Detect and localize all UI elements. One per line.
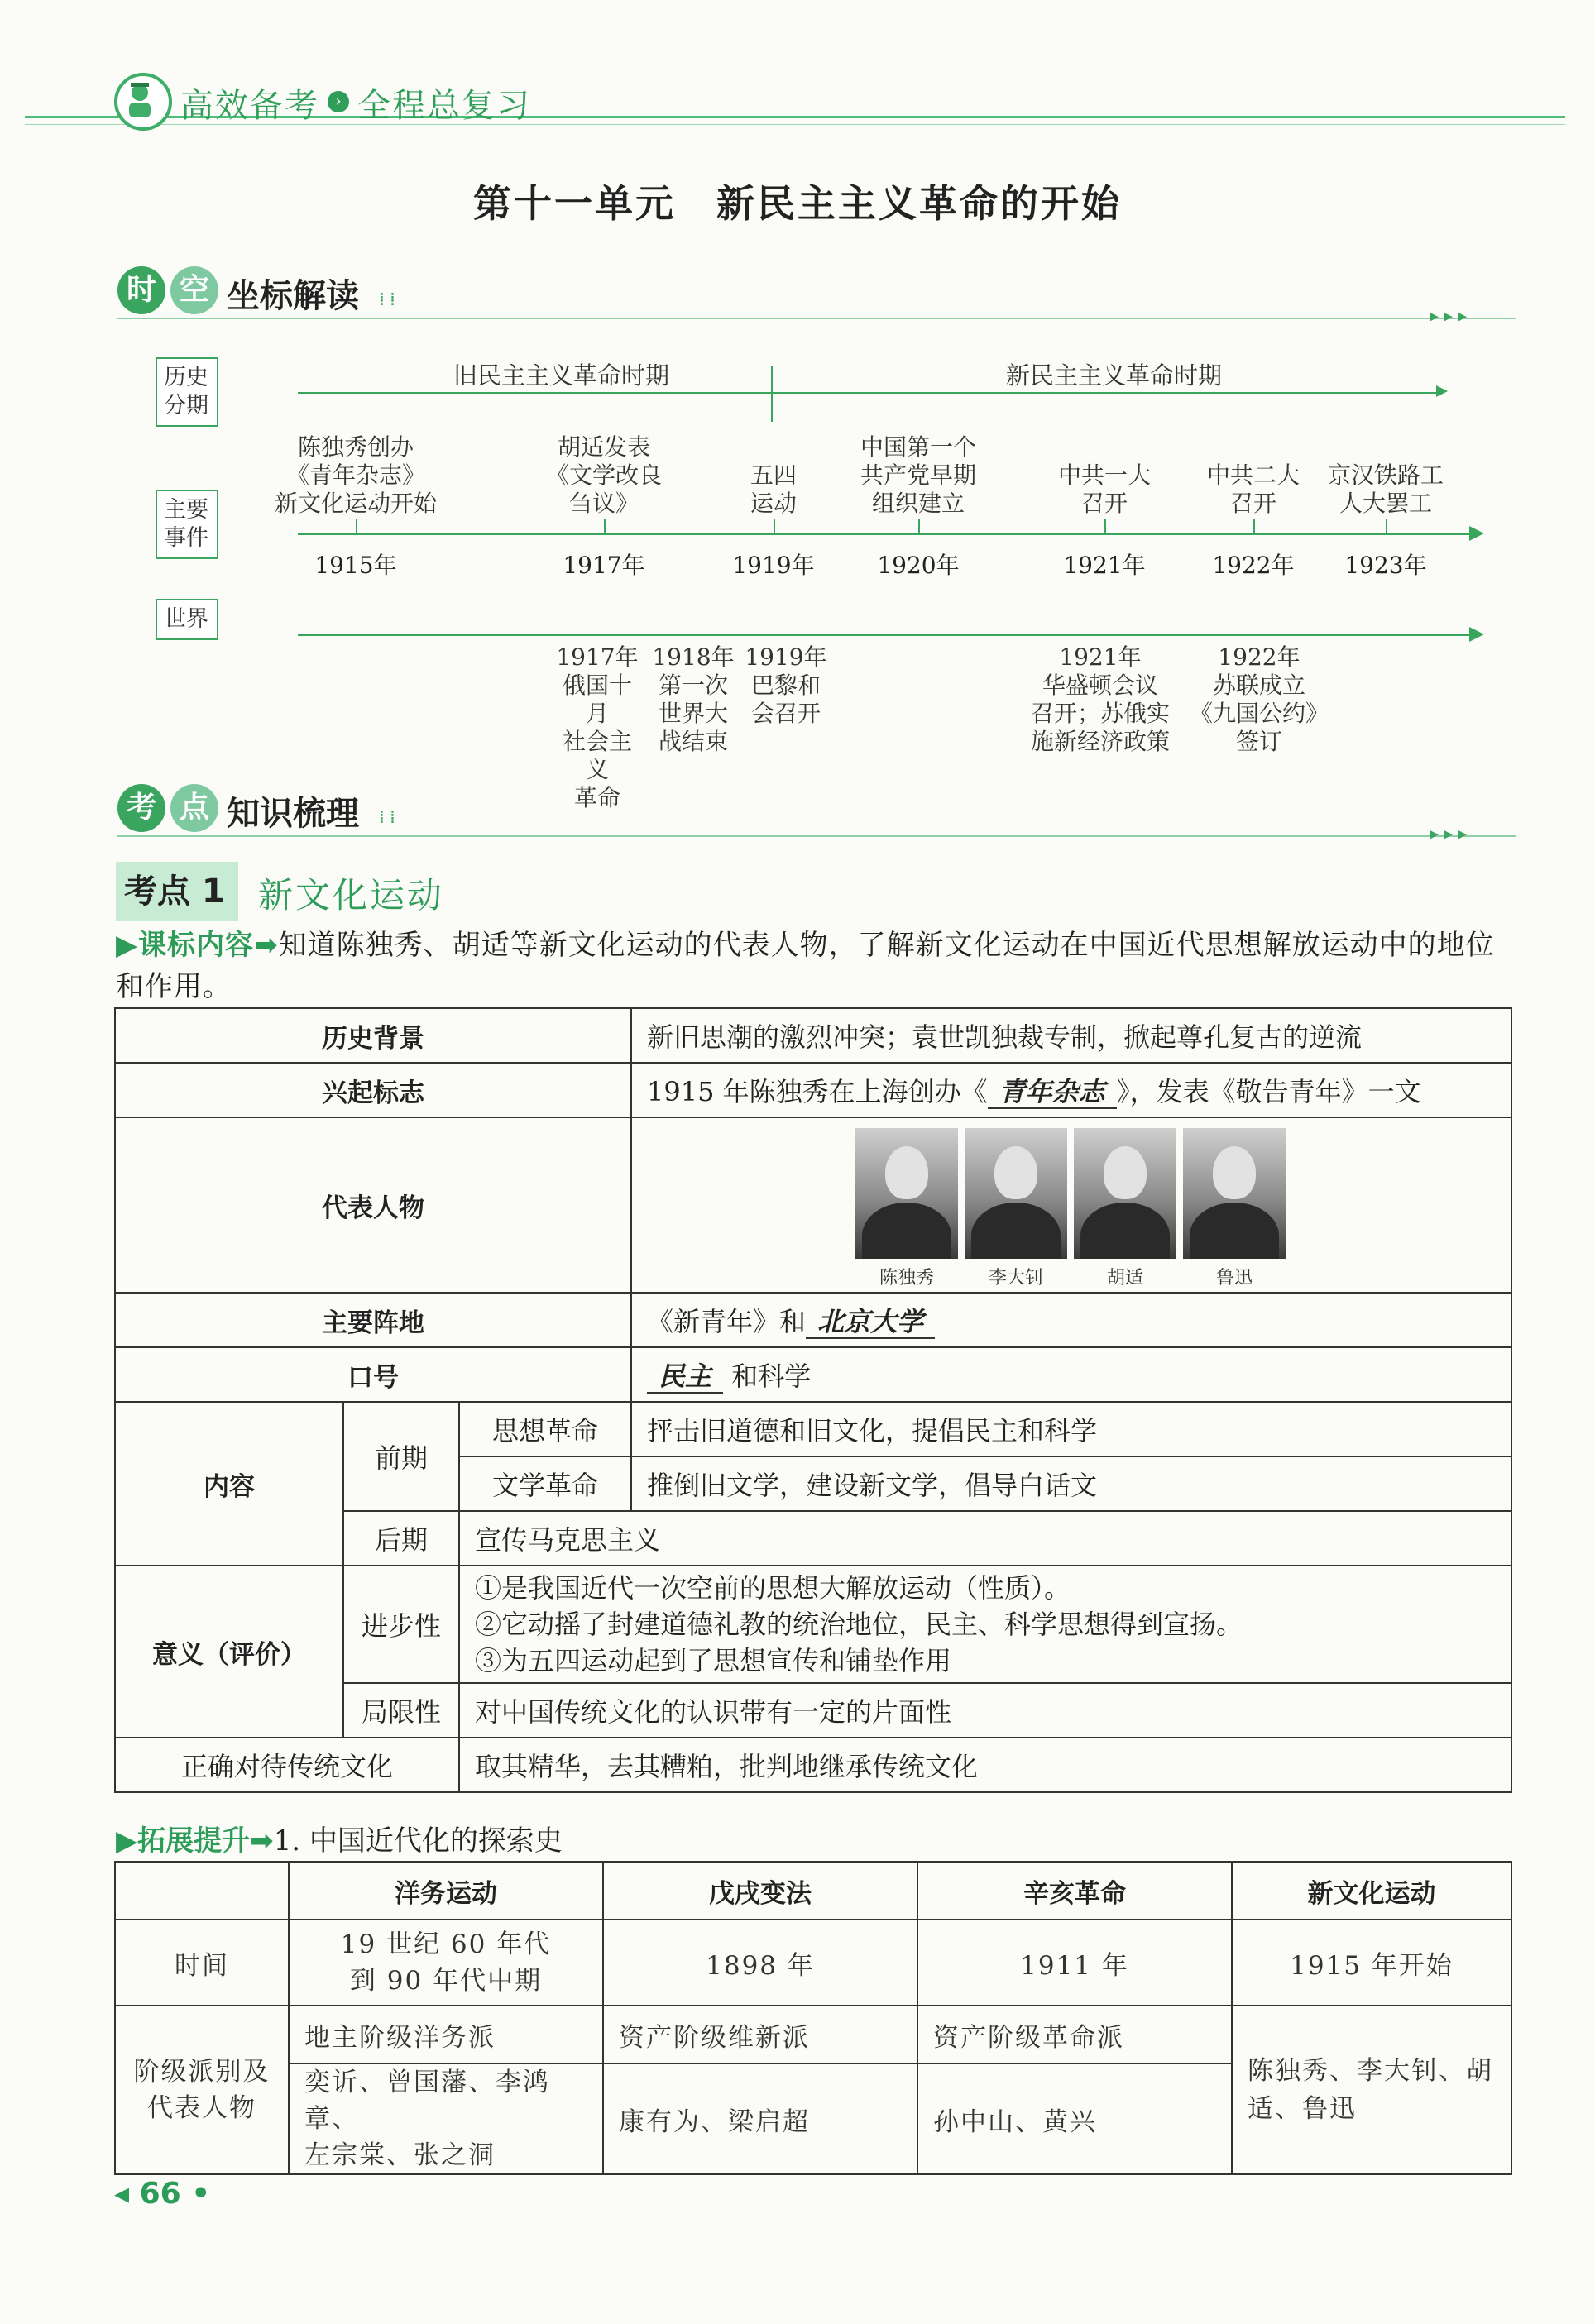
label-period: 历史分期 (156, 357, 218, 427)
section1-char2: 空 (170, 266, 218, 314)
person-cell: 康有为、梁启超 (603, 2063, 917, 2174)
timeline-event: 京汉铁路工 人大罢工 (1327, 461, 1444, 517)
timeline-year: 1919年 (732, 552, 815, 579)
correct-label: 正确对待传统文化 (115, 1738, 459, 1792)
table-row (115, 2006, 1511, 2063)
timeline-year: 1917年 (563, 552, 645, 579)
course-standard-label: ▶课标内容➡ (116, 929, 279, 962)
meaning-label: 意义（评价） (115, 1566, 343, 1738)
lit-label: 文学革命 (459, 1456, 631, 1511)
timeline-event: 胡适发表 《文学改良 刍议》 (545, 433, 662, 517)
table-row (115, 1063, 1511, 1117)
page-number: ◂ 66 • (114, 2177, 211, 2211)
timeline-event: 五四 运动 (750, 461, 797, 517)
table-row (115, 1920, 1511, 2006)
timeline-year: 1922年 (1212, 552, 1295, 579)
section1-bars-icon: ⁞⁞ (379, 289, 400, 310)
timeline-year: 1920年 (877, 552, 960, 579)
lit-value: 推倒旧文学，建设新文学，倡导白话文 (631, 1456, 1511, 1511)
bg-label: 历史背景 (115, 1008, 631, 1063)
header-blank (115, 1862, 289, 1920)
new-culture-table (114, 1007, 1512, 1793)
section1-char1: 时 (117, 266, 165, 314)
world-event: 1919年 巴黎和 会召开 (745, 643, 827, 727)
slogan-label: 口号 (115, 1347, 631, 1402)
world-event: 1922年 苏联成立 《九国公约》 签订 (1189, 643, 1329, 755)
base-label: 主要阵地 (115, 1293, 631, 1347)
table-row (115, 1402, 1511, 1456)
portrait (1074, 1128, 1176, 1289)
table-row (115, 1738, 1511, 1792)
table-row (115, 1008, 1511, 1063)
table-header-row (115, 1862, 1511, 1920)
time-cell: 1898 年 (603, 1920, 917, 2006)
world-event: 1918年 第一次 世界大 战结束 (652, 643, 735, 755)
time-cell: 19 世纪 60 年代 到 90 年代中期 (289, 1920, 603, 2006)
mascot-logo-icon (114, 73, 172, 131)
portrait-photo (1074, 1128, 1176, 1259)
label-events: 主要事件 (156, 490, 218, 559)
thought-value: 抨击旧道德和旧文化，提倡民主和科学 (631, 1402, 1511, 1456)
handwritten-answer: 北京大学 (806, 1306, 935, 1339)
sign-label: 兴起标志 (115, 1063, 631, 1117)
section1-title: 坐标解读 (227, 277, 359, 315)
timeline-arrow-icon (1469, 526, 1484, 541)
portrait (965, 1128, 1067, 1289)
section2-char2: 点 (170, 784, 218, 832)
progress-values: ①是我国近代一次空前的思想大解放运动（性质）。 ②它动摇了封建道德礼教的统治地位，民主、科学思想得到宣扬。 ③为五四运动起到了思想宣传和铺垫作用 (459, 1566, 1511, 1683)
period-new: 新民主主义革命时期 (1006, 361, 1223, 390)
person-cell: 奕䜣、曾国藩、李鸿章、 左宗棠、张之洞 (289, 2063, 603, 2174)
content-label: 内容 (115, 1402, 343, 1566)
timeline-year: 1923年 (1344, 552, 1427, 579)
person-cell: 孙中山、黄兴 (917, 2063, 1232, 2174)
table-row (115, 1293, 1511, 1347)
header-wuxu: 戊戌变法 (603, 1862, 917, 1920)
class-cell: 资产阶级维新派 (603, 2006, 917, 2063)
limit-value: 对中国传统文化的认识带有一定的片面性 (459, 1683, 1511, 1738)
correct-value: 取其精华，去其糟粕，批判地继承传统文化 (459, 1738, 1511, 1792)
sign-value: 1915 年陈独秀在上海创办《 青年杂志 》，发表《敬告青年》一文 (631, 1063, 1511, 1117)
portrait-caption: 胡适 (1106, 1267, 1143, 1289)
header-yangwu: 洋务运动 (289, 1862, 603, 1920)
table-row (115, 1347, 1511, 1402)
people-label: 代表人物 (115, 1117, 631, 1293)
timeline-event: 中共一大 召开 (1057, 461, 1151, 517)
slogan-value: 民主 和科学 (631, 1347, 1511, 1402)
portrait (855, 1128, 958, 1289)
time-label: 时间 (115, 1920, 289, 2006)
portrait-caption: 鲁迅 (1215, 1267, 1253, 1289)
table-row (115, 1117, 1511, 1293)
section2-title: 知识梳理 (227, 795, 359, 833)
section1-arrows-icon: ▸▸▸ (1430, 306, 1473, 327)
early-label: 前期 (343, 1402, 459, 1511)
bg-value: 新旧思潮的激烈冲突；袁世凯独裁专制，掀起尊孔复古的逆流 (631, 1008, 1511, 1063)
extension-heading: ▶拓展提升➡1. 中国近代化的探索史 (116, 1824, 563, 1858)
period-arrow-icon (1436, 385, 1448, 397)
header-xinhai: 辛亥革命 (917, 1862, 1232, 1920)
unit-title: 第十一单元 新民主主义革命的开始 (473, 181, 1122, 226)
late-value: 宣传马克思主义 (459, 1511, 1511, 1566)
kaodian-badge: 考点 1 (116, 862, 238, 921)
class-label: 阶级派别及 代表人物 (115, 2006, 289, 2174)
class-cell: 地主阶级洋务派 (289, 2006, 603, 2063)
late-label: 后期 (343, 1511, 459, 1566)
section2-char1: 考 (117, 784, 165, 832)
section2-arrows-icon: ▸▸▸ (1430, 824, 1473, 844)
header-xinwenhua: 新文化运动 (1232, 1862, 1511, 1920)
timeline-event: 中共二大 召开 (1206, 461, 1300, 517)
portrait-photo (855, 1128, 958, 1259)
class-cell: 资产阶级革命派 (917, 2006, 1232, 2063)
progress-label: 进步性 (343, 1566, 459, 1683)
handwritten-answer: 青年杂志 (988, 1076, 1117, 1109)
people-photos (631, 1117, 1511, 1293)
time-cell: 1911 年 (917, 1920, 1232, 2006)
kaodian-title: 新文化运动 (258, 875, 445, 916)
label-world: 世界 (156, 599, 218, 640)
portrait-caption: 李大钊 (988, 1267, 1043, 1289)
portrait-photo (965, 1128, 1067, 1259)
period-old: 旧民主主义革命时期 (453, 361, 670, 390)
chevron-right-icon: › (328, 91, 349, 112)
handwritten-answer: 民主 (647, 1360, 723, 1394)
world-event: 1921年 华盛顿会议 召开；苏俄实 施新经济政策 (1030, 643, 1170, 755)
base-value: 《新青年》和 北京大学 (631, 1293, 1511, 1347)
course-standard-text: 知道陈独秀、胡适等新文化运动的代表人物，了解新文化运动在中国近代思想解放运动中的地位和作用。 (116, 929, 1495, 1003)
xwh-persons: 陈独秀、李大钊、胡 适、鲁迅 (1232, 2006, 1511, 2174)
portrait-photo (1183, 1128, 1286, 1259)
header-brand: 高效备考 (180, 87, 319, 125)
portrait-caption: 陈独秀 (879, 1267, 934, 1289)
time-cell: 1915 年开始 (1232, 1920, 1511, 2006)
header-series: 全程总复习 (357, 87, 531, 125)
portrait (1183, 1128, 1286, 1289)
timeline-year: 1921年 (1063, 552, 1146, 579)
table-row (115, 1566, 1511, 1683)
timeline-year: 1915年 (314, 552, 397, 579)
modernization-table (114, 1861, 1512, 2175)
world-arrow-icon (1469, 627, 1484, 642)
section2-bars-icon: ⁞⁞ (379, 807, 400, 828)
course-standard (116, 925, 1506, 1007)
timeline-event: 陈独秀创办 《青年杂志》 新文化运动开始 (274, 433, 437, 517)
world-event: 1917年 俄国十月 社会主义 革命 (556, 643, 639, 811)
limit-label: 局限性 (343, 1683, 459, 1738)
timeline-event: 中国第一个 共产党早期 组织建立 (860, 433, 976, 517)
thought-label: 思想革命 (459, 1402, 631, 1456)
